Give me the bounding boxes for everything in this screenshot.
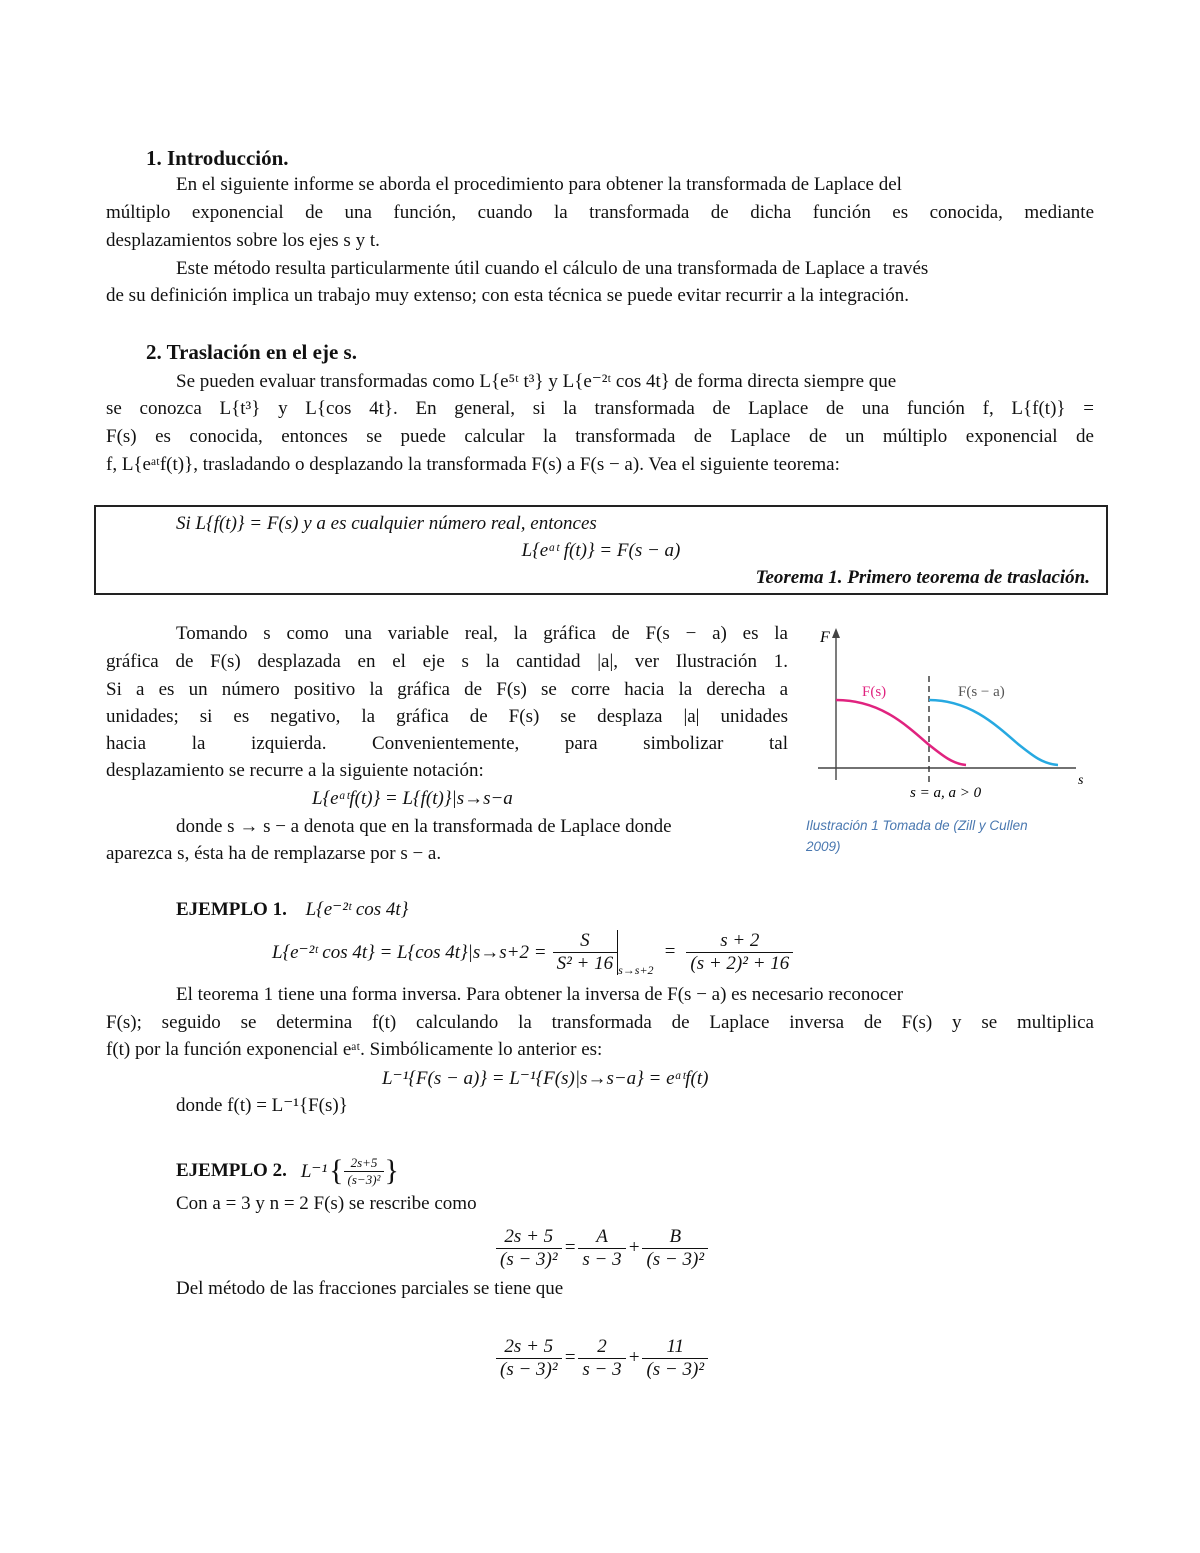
example-1-frac1 bbox=[553, 930, 619, 975]
example-1-frac1-den: S² + 16 bbox=[556, 952, 614, 974]
graph-text-after1: donde s → s − a denota que en la transformada de Laplace donde bbox=[176, 816, 672, 837]
example-1-heading bbox=[176, 898, 408, 921]
graph-text-after2: aparezca s, ésta ha de remplazarse por s − a. bbox=[106, 843, 442, 864]
example-2-frac bbox=[344, 1155, 385, 1188]
partial-fraction-setup bbox=[496, 1216, 708, 1280]
setup-term-b bbox=[642, 1226, 708, 1271]
graph-text-line5: hacia la izquierda. Convenientemente, para simbolizar tal bbox=[106, 733, 788, 754]
setup-lhs-num: 2s + 5 bbox=[496, 1226, 562, 1249]
setup-term-b-num: B bbox=[642, 1226, 708, 1249]
graph-text-line4: unidades; si es negativo, la gráfica de F(s) se desplaza |a| unidades bbox=[106, 706, 788, 727]
example-1-label: EJEMPLO 1. bbox=[176, 899, 287, 920]
result-term-a-den: s − 3 bbox=[582, 1358, 622, 1380]
shift-notation-formula: L{eᵃᵗf(t)} = L{f(t)}|s→s−a bbox=[312, 788, 513, 809]
inverse-line2: F(s); seguido se determina f(t) calculando la transformada de Laplace inversa de F(s) y se multiplica bbox=[106, 1012, 1094, 1033]
intro-p1-line1: En el siguiente informe se aborda el procedimiento para obtener la transformada de Laplace del bbox=[176, 174, 902, 195]
example-2-frac-den: (s−3)² bbox=[347, 1171, 381, 1187]
theorem-formula: L{eᵃᵗ f(t)} = F(s − a) bbox=[521, 540, 681, 561]
result-term-a-num: 2 bbox=[578, 1336, 625, 1359]
result-plus: + bbox=[627, 1347, 641, 1368]
y-axis-arrow bbox=[832, 628, 840, 638]
example-1-expression: L{e⁻²ᵗ cos 4t} bbox=[305, 899, 409, 920]
curve-f-s-label: F(s) bbox=[862, 684, 887, 700]
inverse-line3: f(t) por la función exponencial eᵃᵗ. Simbólicamente lo anterior es: bbox=[106, 1039, 603, 1060]
setup-term-b-den: (s − 3)² bbox=[646, 1248, 705, 1270]
setup-term-a-num: A bbox=[578, 1226, 625, 1249]
result-term-b-num: 11 bbox=[642, 1336, 708, 1359]
result-term-b bbox=[642, 1336, 708, 1381]
example-2-heading bbox=[176, 1146, 399, 1196]
example-2-frac-num: 2s+5 bbox=[344, 1155, 385, 1172]
section-2-title: 2. Traslación en el eje s. bbox=[146, 340, 357, 364]
result-equals: = bbox=[563, 1347, 577, 1368]
example-1-frac2-den: (s + 2)² + 16 bbox=[690, 952, 790, 974]
example-1-equals: = bbox=[663, 941, 677, 962]
example-1-frac2 bbox=[686, 930, 793, 975]
result-lhs-num: 2s + 5 bbox=[496, 1336, 562, 1359]
example-1-frac1-num: S bbox=[553, 930, 618, 953]
inverse-line1: El teorema 1 tiene una forma inversa. Para obtener la inversa de F(s − a) es necesario reconocer bbox=[176, 984, 904, 1005]
example-1-frac2-num: s + 2 bbox=[686, 930, 793, 953]
example-2-operator: L⁻¹ bbox=[300, 1160, 328, 1182]
intro-p2-line2: de su definición implica un trabajo muy extenso; con esta técnica se puede evitar recurrir a la integración. bbox=[106, 285, 909, 306]
section-1-title: 1. Introducción. bbox=[146, 146, 289, 170]
result-lhs-den: (s − 3)² bbox=[500, 1358, 558, 1380]
y-axis-label: F bbox=[820, 629, 830, 646]
theorem-box bbox=[94, 505, 1108, 595]
theorem-line1: Si L{f(t)} = F(s) y a es cualquier número real, entonces bbox=[176, 513, 597, 534]
graph-text-line1: Tomando s como una variable real, la gráfica de F(s − a) es la bbox=[176, 623, 788, 644]
curve-f-s bbox=[836, 700, 966, 765]
setup-lhs bbox=[496, 1226, 562, 1271]
setup-plus: + bbox=[627, 1237, 641, 1258]
inverse-where: donde f(t) = L⁻¹{F(s)} bbox=[176, 1095, 348, 1116]
graph-text-line2: gráfica de F(s) desplazada en el eje s la cantidad |a|, ver Ilustración 1. bbox=[106, 651, 788, 672]
sec2-line2: se conozca L{t³} y L{cos 4t}. En general, si la transformada de Laplace de una función f, L{f(t)} = bbox=[106, 398, 1094, 419]
intro-p1-line2: múltiplo exponencial de una función, cuando la transformada de dicha función es conocida, mediante bbox=[106, 202, 1094, 223]
result-term-b-den: (s − 3)² bbox=[646, 1358, 705, 1380]
graph-text-line6: desplazamiento se recurre a la siguiente notación: bbox=[106, 760, 484, 781]
result-term-a bbox=[578, 1336, 625, 1381]
graph-text-line3: Si a es un número positivo la gráfica de F(s) se corre hacia la derecha a bbox=[106, 679, 788, 700]
example-2-brace-close: } bbox=[384, 1154, 399, 1187]
example-2-label: EJEMPLO 2. bbox=[176, 1160, 287, 1181]
partial-fraction-result bbox=[496, 1326, 708, 1390]
x-axis-label: s bbox=[1078, 773, 1084, 788]
example-1-lhs: L{e⁻²ᵗ cos 4t} = L{cos 4t}|s→s+2 = bbox=[272, 941, 547, 963]
curve-f-s-minus-a bbox=[929, 700, 1058, 765]
curve-f-s-minus-a-label: F(s − a) bbox=[958, 684, 1005, 700]
figure-caption-line2: 2009) bbox=[806, 839, 841, 854]
sec2-line3: F(s) es conocida, entonces se puede calcular la transformada de Laplace de un múltiplo exponencial de bbox=[106, 426, 1094, 447]
shift-illustration bbox=[808, 622, 1098, 802]
example-2-rewrite: Con a = 3 y n = 2 F(s) se rescribe como bbox=[176, 1193, 477, 1214]
setup-term-a bbox=[578, 1226, 625, 1271]
example-2-brace-open: { bbox=[329, 1154, 344, 1187]
setup-term-a-den: s − 3 bbox=[582, 1248, 622, 1270]
partial-fraction-text: Del método de las fracciones parciales se tiene que bbox=[176, 1278, 564, 1299]
result-lhs bbox=[496, 1336, 562, 1381]
intro-p1-line3: desplazamientos sobre los ejes s y t. bbox=[106, 230, 380, 251]
shift-marker-label: s = a, a > 0 bbox=[910, 785, 982, 801]
sec2-line1: Se pueden evaluar transformadas como L{e⁵ᵗ t³} y L{e⁻²ᵗ cos 4t} de forma directa siempre que bbox=[176, 371, 897, 392]
theorem-caption: Teorema 1. Primero teorema de traslación. bbox=[755, 567, 1090, 588]
example-1-formula bbox=[272, 926, 793, 978]
intro-p2-line1: Este método resulta particularmente útil cuando el cálculo de una transformada de Laplace a través bbox=[176, 258, 929, 279]
sec2-line4: f, L{eᵃᵗf(t)}, trasladando o desplazando la transformada F(s) a F(s − a). Vea el siguiente teorema: bbox=[106, 454, 840, 475]
setup-equals: = bbox=[563, 1237, 577, 1258]
setup-lhs-den: (s − 3)² bbox=[500, 1248, 558, 1270]
example-1-eval: s→s+2 bbox=[618, 963, 654, 977]
figure-caption-line1: Ilustración 1 Tomada de (Zill y Cullen bbox=[806, 818, 1028, 833]
inverse-formula: L⁻¹{F(s − a)} = L⁻¹{F(s)|s→s−a} = eᵃᵗf(t) bbox=[382, 1068, 709, 1089]
